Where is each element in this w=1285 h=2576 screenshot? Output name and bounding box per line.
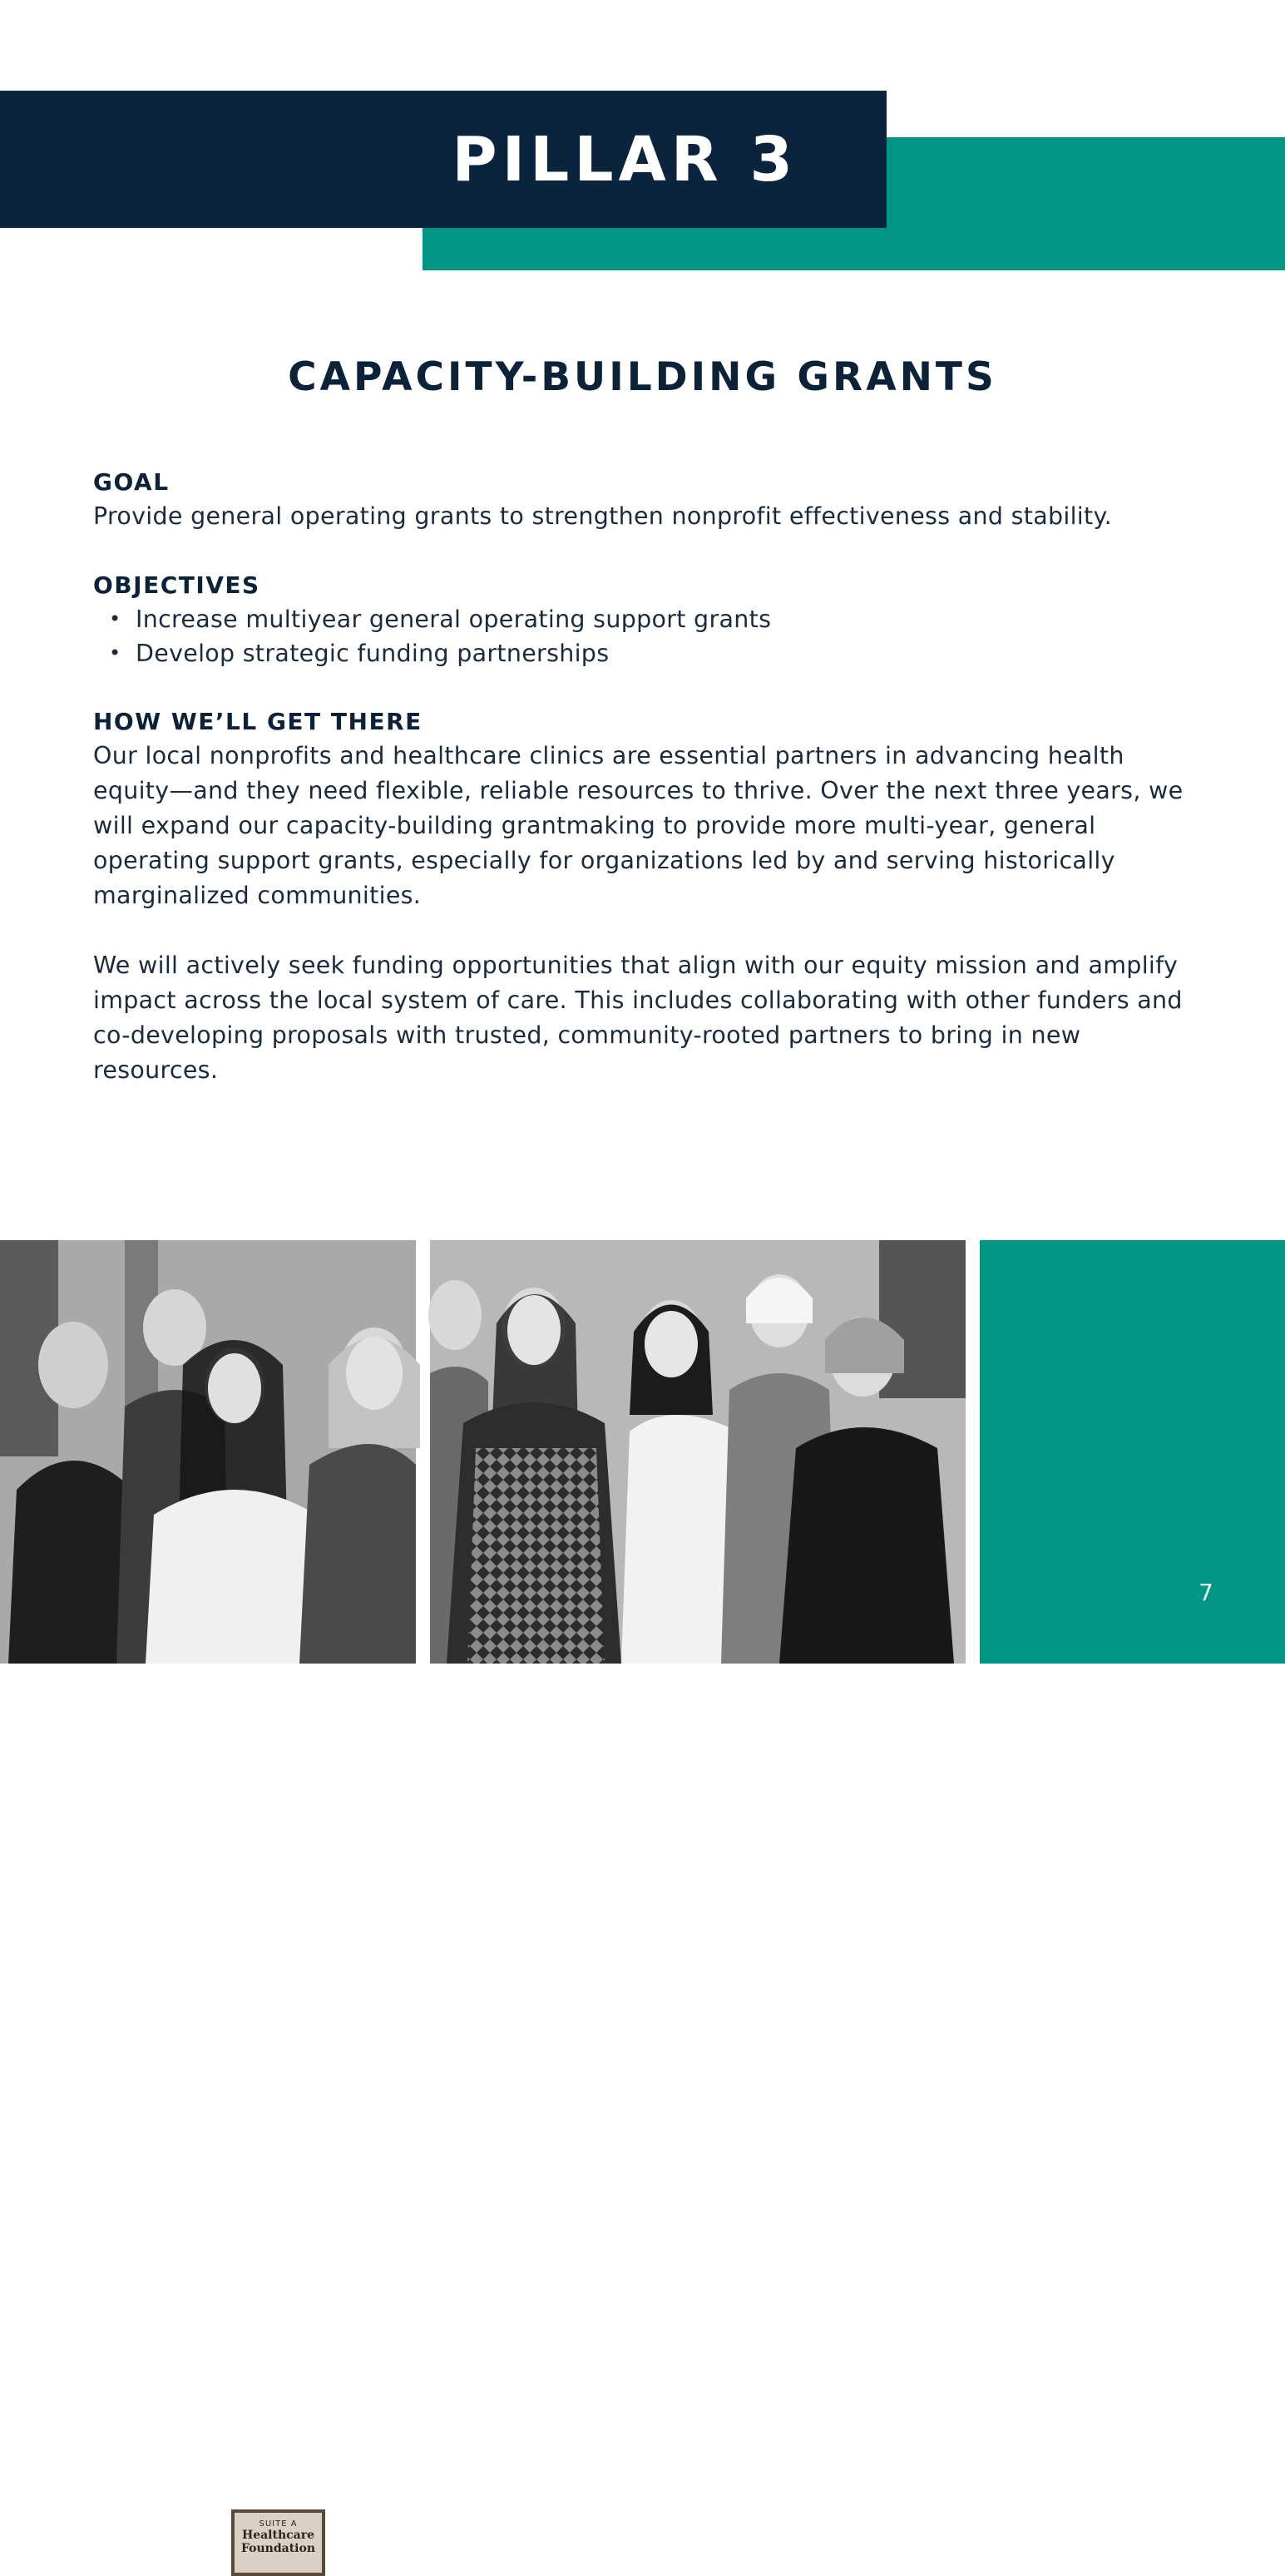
photo-illustration	[0, 1240, 416, 1664]
goal-text: Provide general operating grants to strengthen nonprofit effectiveness and stability.	[93, 502, 1112, 530]
sign-suite-text: SUITE A	[259, 2519, 298, 2529]
bullet-icon: •	[109, 641, 121, 665]
how-paragraph-1: Our local nonprofits and healthcare clinics are essential partners in advancing health equity—and they need flexible, reliable resources to thrive. Over the next three years, we will expand our capacity-building grantmaking to provide more multi-year, general operating support grants, especially for organizations led by and serving historically marginalized communities.	[93, 742, 1184, 909]
objective-text: Develop strategic funding partnerships	[136, 640, 610, 667]
team-photo-left	[0, 1240, 416, 2555]
photo-illustration	[430, 1240, 966, 1664]
team-photo-middle	[430, 1240, 966, 1664]
spacer	[93, 913, 1199, 948]
list-item	[93, 602, 1199, 636]
bullet-icon: •	[109, 607, 121, 630]
list-item	[93, 636, 1199, 670]
page-number: 7	[1199, 1579, 1213, 1606]
spacer	[93, 534, 1199, 569]
objective-text: Increase multiyear general operating support grants	[136, 606, 772, 633]
footer-teal-block	[980, 1240, 1285, 1664]
spacer	[93, 670, 1199, 705]
objectives-list	[93, 602, 1199, 670]
how-paragraph-2: We will actively seek funding opportunities that align with our equity mission and amplify impact across the local system of care. This includes collaborating with other funders and co-developing proposals with trusted, community-rooted partners to bring in new resources.	[93, 952, 1183, 1084]
healthcare-foundation-sign	[231, 2509, 325, 2576]
sign-foundation-text: Healthcare Foundation	[240, 2529, 316, 2555]
how-heading: HOW WE’LL GET THERE	[93, 708, 423, 735]
main-content	[93, 466, 1199, 1088]
goal-heading: GOAL	[93, 468, 170, 496]
pillar-title: PILLAR 3	[452, 123, 798, 195]
objectives-heading: OBJECTIVES	[93, 571, 260, 599]
section-title: CAPACITY-BUILDING GRANTS	[288, 354, 997, 400]
